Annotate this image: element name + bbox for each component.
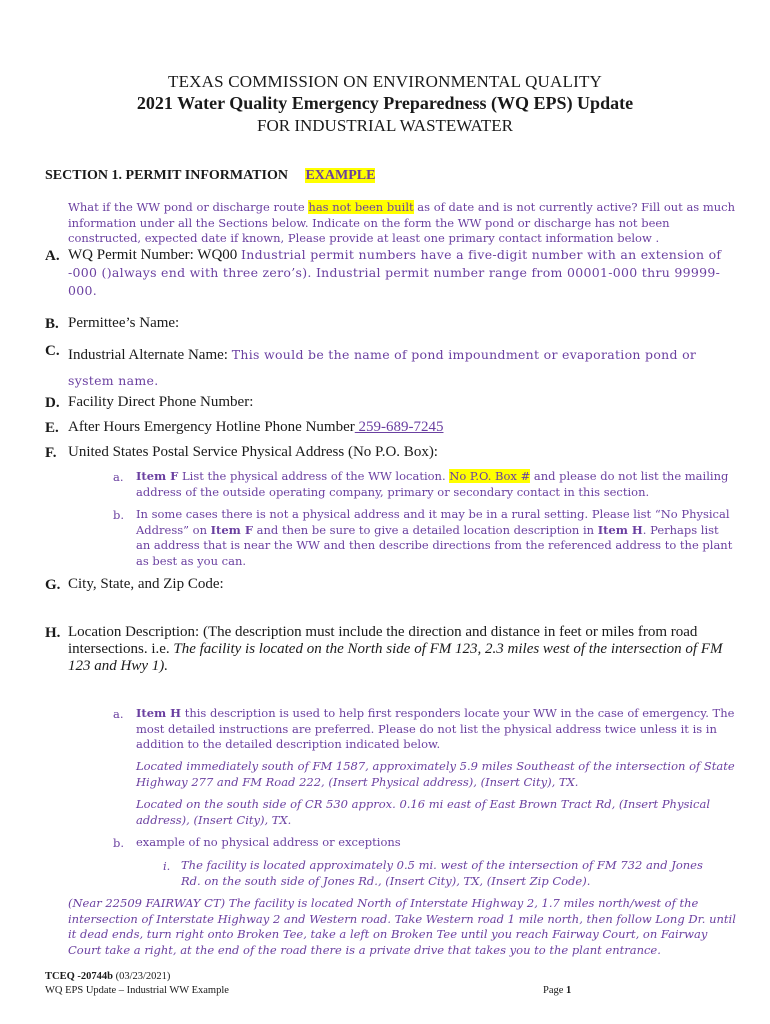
page-num: 1 xyxy=(566,985,572,996)
item-a-label: WQ Permit Number: WQ00 xyxy=(68,247,238,263)
item-c xyxy=(68,342,738,394)
form-date: (03/23/2021) xyxy=(112,971,171,982)
item-f-sub-b-marker: b. xyxy=(113,508,125,522)
item-e-label: After Hours Emergency Hotline Phone Number xyxy=(68,419,355,435)
item-e-letter: E. xyxy=(45,420,59,436)
item-a xyxy=(68,246,738,300)
item-h-sub-b: example of no physical address or exceptions xyxy=(136,835,401,849)
header-line-2: 2021 Water Quality Emergency Preparedness (WQ EPS) Update xyxy=(136,93,634,113)
item-a-letter: A. xyxy=(45,248,60,264)
item-g-letter: G. xyxy=(45,577,61,593)
form-id: TCEQ -20744b xyxy=(45,971,113,982)
item-f-ref-2: Item F xyxy=(210,522,254,537)
h-sub-a-text: this description is used to help first responders locate your WW in the case of emergency. The most detailed instructions are preferred. Please do not list the physical address twice unless it is in addition to the detailed description indicated below. xyxy=(136,706,735,751)
section-title: SECTION 1. PERMIT INFORMATION xyxy=(45,168,288,183)
item-h-sub-b-marker: b. xyxy=(113,836,125,850)
intro-paragraph xyxy=(68,200,740,247)
page-label: Page xyxy=(543,985,567,996)
item-e xyxy=(68,419,444,436)
item-f-sub-b xyxy=(136,507,736,569)
intro-highlight: has not been built xyxy=(308,200,414,214)
item-f-letter: F. xyxy=(45,445,57,461)
item-h-sub-a xyxy=(136,706,736,753)
item-h-label: Location Description: (The description must include the direction and distance in feet or miles from road intersections. i.e. xyxy=(68,624,698,657)
no-po-box-highlight: No P.O. Box # xyxy=(449,469,531,483)
item-h xyxy=(68,624,738,675)
item-h-ref-2: Item H xyxy=(136,706,182,720)
example-badge: EXAMPLE xyxy=(305,168,376,183)
hotline-phone-link[interactable]: 259-689-7245 xyxy=(354,419,444,435)
f-sub-b-text-3: . Perhaps list an address that is near the WW and then describe directions from the referenced address to the plant as best as you can. xyxy=(136,522,733,568)
item-c-label: Industrial Alternate Name: xyxy=(68,347,228,363)
header-line-1: TEXAS COMMISSION ON ENVIRONMENTAL QUALITY xyxy=(167,72,603,91)
item-h-sub-i: The facility is located approximately 0.5 mi. west of the intersection of FM 732 and Jones Rd. on the south side of Jones Rd., (Insert City), TX, (Insert Zip Code). xyxy=(181,858,703,888)
f-sub-a-text-2: and please do not list the mailing address of the outside operating company, primary or secondary contact in this section. xyxy=(136,469,729,499)
intro-text-2: as of date and is not currently active? Fill out as much information under all the Sections below. Indicate on the form the WW pond or discharge has not been constructed, expected date if known, Please provide at least one primary contact information below . xyxy=(68,200,736,245)
item-h-sub-i-marker: i. xyxy=(163,859,171,873)
f-sub-b-text-1: In some cases there is not a physical address and it may be in a rural setting. Please list “No Physical Address” on xyxy=(136,507,730,537)
f-sub-b-text-2: and then be sure to give a detailed location description in xyxy=(253,522,598,537)
footer-doc-name: WQ EPS Update – Industrial WW Example xyxy=(45,985,229,996)
item-a-note: Industrial permit numbers have a five-digit number with an extension of -000 ()always end with three zero’s). Industrial permit number range from 00001-000 thru 99999-000. xyxy=(68,247,722,298)
item-b-label[interactable]: Permittee’s Name: xyxy=(68,315,180,331)
item-h-letter: H. xyxy=(45,625,61,641)
item-h-ref: Item H xyxy=(597,522,643,537)
item-f-sub-a-marker: a. xyxy=(113,470,124,484)
item-f-label[interactable]: United States Postal Service Physical Address (No P.O. Box): xyxy=(68,444,438,460)
footer-form-id xyxy=(45,971,170,982)
item-g-label[interactable]: City, State, and Zip Code: xyxy=(68,576,224,592)
section-heading xyxy=(45,168,375,184)
item-d-letter: D. xyxy=(45,395,60,411)
header-line-3: FOR INDUSTRIAL WASTEWATER xyxy=(257,116,513,135)
f-sub-a-text-1: List the physical address of the WW location. xyxy=(178,469,450,483)
item-h-sub-a-marker: a. xyxy=(113,707,124,721)
item-f-ref: Item F xyxy=(136,469,179,483)
item-c-letter: C. xyxy=(45,343,60,359)
item-c-note: This would be the name of pond impoundment or evaporation pond or system name. xyxy=(68,347,697,388)
item-b-letter: B. xyxy=(45,316,59,332)
location-example-1: Located immediately south of FM 1587, approximately 5.9 miles Southeast of the intersection of State Highway 277 and FM Road 222, (Insert Physical address), (Insert City), TX. xyxy=(136,759,735,789)
location-example-2: Located on the south side of CR 530 approx. 0.16 mi east of East Brown Tract Rd, (Insert Physical address), (Insert City), TX. xyxy=(136,797,711,827)
page-number xyxy=(543,985,571,996)
item-h-example: The facility is located on the North side of FM 123, 2.3 miles west of the intersection of FM 123 and Hwy 1). xyxy=(68,641,723,674)
near-fairway-example: (Near 22509 FAIRWAY CT) The facility is located North of Interstate Highway 2, 1.7 miles north/west of the intersection of Interstate Highway 2 and Western road. Take Western road 1 mile north, then follow Long Dr. until it dead ends, turn right onto Broken Tee, take a left on Broken Tee until you reach Fairway Court, on Fairway Court take a right, at the end of the road there is a private drive that takes you to the plant entrance. xyxy=(68,896,736,957)
item-d-label[interactable]: Facility Direct Phone Number: xyxy=(68,394,254,410)
intro-text-1: What if the WW pond or discharge route xyxy=(68,200,309,214)
item-f-sub-a xyxy=(136,469,736,500)
